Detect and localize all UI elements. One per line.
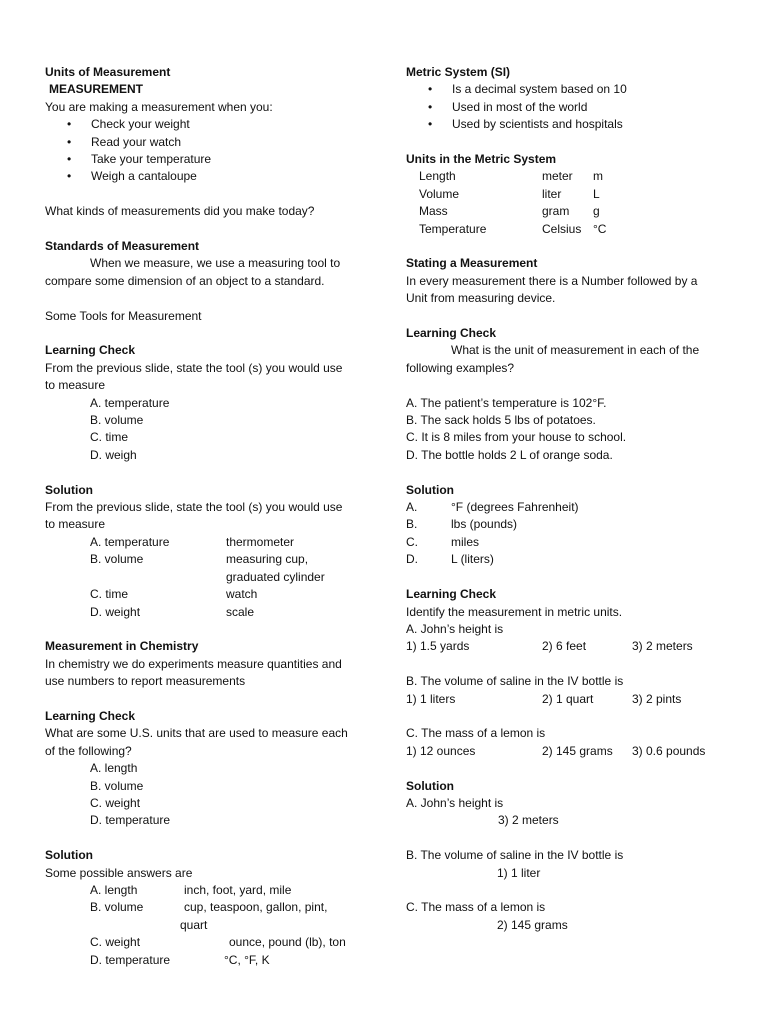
answer-text: 3) 2 meters bbox=[498, 813, 559, 828]
list-item: B. The sack holds 5 lbs of potatoes. bbox=[406, 413, 596, 428]
left-column bbox=[45, 64, 375, 969]
table-row: Length meter m bbox=[419, 169, 603, 184]
list-item: A. temperature thermometer bbox=[90, 534, 295, 549]
paragraph-line: In chemistry we do experiments measure quantities and bbox=[45, 656, 342, 671]
list-item: C. time watch bbox=[90, 587, 258, 602]
paragraph-line: of the following? bbox=[45, 743, 132, 758]
intro-text: You are making a measurement when you: bbox=[45, 99, 273, 114]
list-item: C. miles bbox=[406, 534, 480, 549]
section-heading: Stating a Measurement bbox=[406, 256, 538, 271]
paragraph-line: following examples? bbox=[406, 360, 515, 375]
doc-subtitle: MEASUREMENT bbox=[49, 82, 144, 97]
options-row: 1) 1 liters 2) 1 quart 3) 2 pints bbox=[406, 691, 682, 706]
table-row: Volume liter L bbox=[419, 186, 600, 201]
list-item: C. weight bbox=[90, 795, 141, 810]
paragraph-line: compare some dimension of an object to a standard. bbox=[45, 273, 325, 288]
question-text: What kinds of measurements did you make today? bbox=[45, 204, 315, 219]
question-text: A. John’s height is bbox=[406, 795, 504, 810]
table-row: Mass gram g bbox=[419, 204, 600, 219]
paragraph-line: to measure bbox=[45, 517, 106, 532]
paragraph-line: From the previous slide, state the tool (s) you would use bbox=[45, 360, 343, 375]
paragraph-line: use numbers to report measurements bbox=[45, 674, 246, 689]
section-heading: Learning Check bbox=[406, 587, 497, 602]
list-item: B. volume measuring cup, bbox=[90, 552, 309, 567]
question-text: C. The mass of a lemon is bbox=[406, 726, 546, 741]
section-heading: Solution bbox=[406, 778, 454, 793]
list-item: graduated cylinder bbox=[226, 569, 325, 584]
list-item: A. The patient’s temperature is 102°F. bbox=[406, 395, 607, 410]
paragraph-line: to measure bbox=[45, 378, 106, 393]
list-item: D. temperature bbox=[90, 813, 171, 828]
section-heading: Solution bbox=[406, 482, 454, 497]
list-item: A. length inch, foot, yard, mile bbox=[90, 882, 292, 897]
list-item: B. volume cup, teaspoon, gallon, pint, bbox=[90, 900, 328, 915]
bullet-item: • Take your temperature bbox=[45, 151, 375, 168]
paragraph-line: In every measurement there is a Number followed by a bbox=[406, 273, 698, 288]
paragraph-line: Some Tools for Measurement bbox=[45, 308, 202, 323]
list-item: D. weigh bbox=[90, 447, 137, 462]
section-heading: Solution bbox=[45, 848, 93, 863]
question-text: B. The volume of saline in the IV bottle is bbox=[406, 848, 624, 863]
paragraph-line: Unit from measuring device. bbox=[406, 291, 556, 306]
paragraph-line: Some possible answers are bbox=[45, 865, 193, 880]
bullet-item: • Check your weight bbox=[45, 116, 375, 133]
paragraph-line: What are some U.S. units that are used to measure each bbox=[45, 726, 348, 741]
list-item: D. L (liters) bbox=[406, 552, 494, 567]
list-item: C. It is 8 miles from your house to school. bbox=[406, 430, 627, 445]
list-item: A. °F (degrees Fahrenheit) bbox=[406, 500, 579, 515]
list-item: B. lbs (pounds) bbox=[406, 517, 518, 532]
list-item: D. weight scale bbox=[90, 604, 255, 619]
bullet-item: • Used in most of the world bbox=[406, 99, 736, 116]
list-item: A. length bbox=[90, 761, 138, 776]
bullet-item: • Is a decimal system based on 10 bbox=[406, 81, 736, 98]
answer-text: 1) 1 liter bbox=[497, 865, 541, 880]
list-item: A. temperature bbox=[90, 395, 170, 410]
section-heading: Metric System (SI) bbox=[406, 65, 511, 79]
section-heading: Learning Check bbox=[45, 343, 136, 358]
question-text: C. The mass of a lemon is bbox=[406, 900, 546, 915]
bullet-item: • Used by scientists and hospitals bbox=[406, 116, 736, 133]
paragraph-line: When we measure, we use a measuring tool to bbox=[90, 256, 341, 271]
section-heading: Learning Check bbox=[406, 326, 497, 341]
answer-text: 2) 145 grams bbox=[497, 917, 568, 932]
options-row: 1) 1.5 yards 2) 6 feet 3) 2 meters bbox=[406, 639, 693, 654]
paragraph-line: What is the unit of measurement in each of the bbox=[451, 343, 700, 358]
list-item: D. The bottle holds 2 L of orange soda. bbox=[406, 447, 613, 462]
paragraph-line: From the previous slide, state the tool (s) you would use bbox=[45, 500, 343, 515]
bullet-item: • Weigh a cantaloupe bbox=[45, 168, 375, 185]
list-item: quart bbox=[180, 917, 208, 932]
paragraph-line: Identify the measurement in metric units. bbox=[406, 604, 623, 619]
section-heading: Standards of Measurement bbox=[45, 239, 200, 254]
section-heading: Learning Check bbox=[45, 708, 136, 723]
question-text: B. The volume of saline in the IV bottle is bbox=[406, 674, 624, 689]
section-heading: Measurement in Chemistry bbox=[45, 639, 199, 654]
list-item: B. volume bbox=[90, 778, 144, 793]
list-item: D. temperature °C, °F, K bbox=[90, 952, 270, 967]
section-heading: Units in the Metric System bbox=[406, 152, 557, 167]
bullet-item: • Read your watch bbox=[45, 134, 375, 151]
table-row: Temperature Celsius °C bbox=[419, 221, 607, 236]
section-heading: Solution bbox=[45, 482, 93, 497]
options-row: 1) 12 ounces 2) 145 grams 3) 0.6 pounds bbox=[406, 743, 706, 758]
doc-title: Units of Measurement bbox=[45, 65, 171, 79]
right-column bbox=[406, 64, 736, 934]
list-item: B. volume bbox=[90, 413, 144, 428]
list-item: C. time bbox=[90, 430, 129, 445]
list-item: C. weight ounce, pound (lb), ton bbox=[90, 935, 346, 950]
question-text: A. John’s height is bbox=[406, 621, 504, 636]
